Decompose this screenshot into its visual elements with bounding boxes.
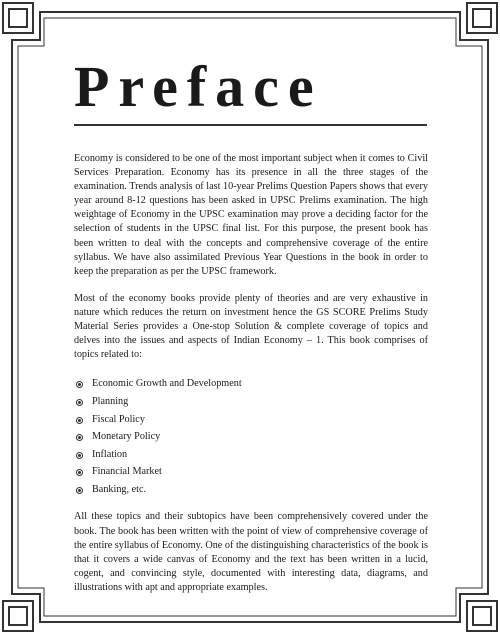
paragraph-intro: Economy is considered to be one of the most important subject when it comes to Civil Services Preparation. Economy has its presence in all the three stages of the examination. Trends analysis of last 10-year Prelims Question Papers shows that every year around 8-12 questions has been asked in UPSC Prelims examination. The high weightage of Economy in the UPSC examination may prove a deciding factor for the selection of students in the UPSC final list. For this purpose, the present book has been written to deal with the concepts and comprehensive coverage of the entire syllabus. We have also assimilated Previous Year Questions in the book in order to keep the preparation as per the UPSC framework. xyxy=(74,153,428,277)
list-item xyxy=(74,393,428,411)
bullet-icon xyxy=(76,469,83,476)
paragraph-scope: Most of the economy books provide plenty of theories and are very exhaustive in nature which reduces the return on investment hence the GS SCORE Prelims Study Material Series provides a One-stop Solution & complete coverage of topics and delves into the issues and aspects of Indian Economy – 1. This book comprises of topics related to: xyxy=(74,292,428,361)
bullet-icon xyxy=(76,487,83,494)
bullet-icon xyxy=(76,434,83,441)
topic-label: Financial Market xyxy=(92,466,162,478)
list-item xyxy=(74,375,428,393)
bullet-icon xyxy=(76,452,83,459)
topic-label: Fiscal Policy xyxy=(92,413,145,425)
bullet-icon xyxy=(76,399,83,406)
bullet-icon xyxy=(76,381,83,388)
preface-body xyxy=(74,152,428,608)
topic-label: Banking, etc. xyxy=(92,483,147,495)
paragraph-closing: All these topics and their subtopics have been comprehensively covered under the book. The book has been written with the point of view of comprehensive coverage of the entire syllabus of Economy. One of the distinguishing characteristics of the book is that it covers a wide canvas of Economy and the text has been written in a lucid, cogent, and convincing style, documented with interesting data, diagrams, and illustrations with apt and appropriate examples. xyxy=(74,511,428,593)
bullet-icon xyxy=(76,417,83,424)
topic-label: Economic Growth and Development xyxy=(92,378,242,390)
topic-label: Planning xyxy=(92,395,129,407)
page-title: Preface xyxy=(74,54,323,119)
topic-label: Inflation xyxy=(92,448,128,460)
list-item xyxy=(74,463,428,481)
list-item xyxy=(74,481,428,499)
title-divider xyxy=(74,124,427,126)
list-item xyxy=(74,428,428,446)
topics-list xyxy=(74,375,428,498)
list-item xyxy=(74,446,428,464)
list-item xyxy=(74,411,428,429)
topic-label: Monetary Policy xyxy=(92,431,161,443)
